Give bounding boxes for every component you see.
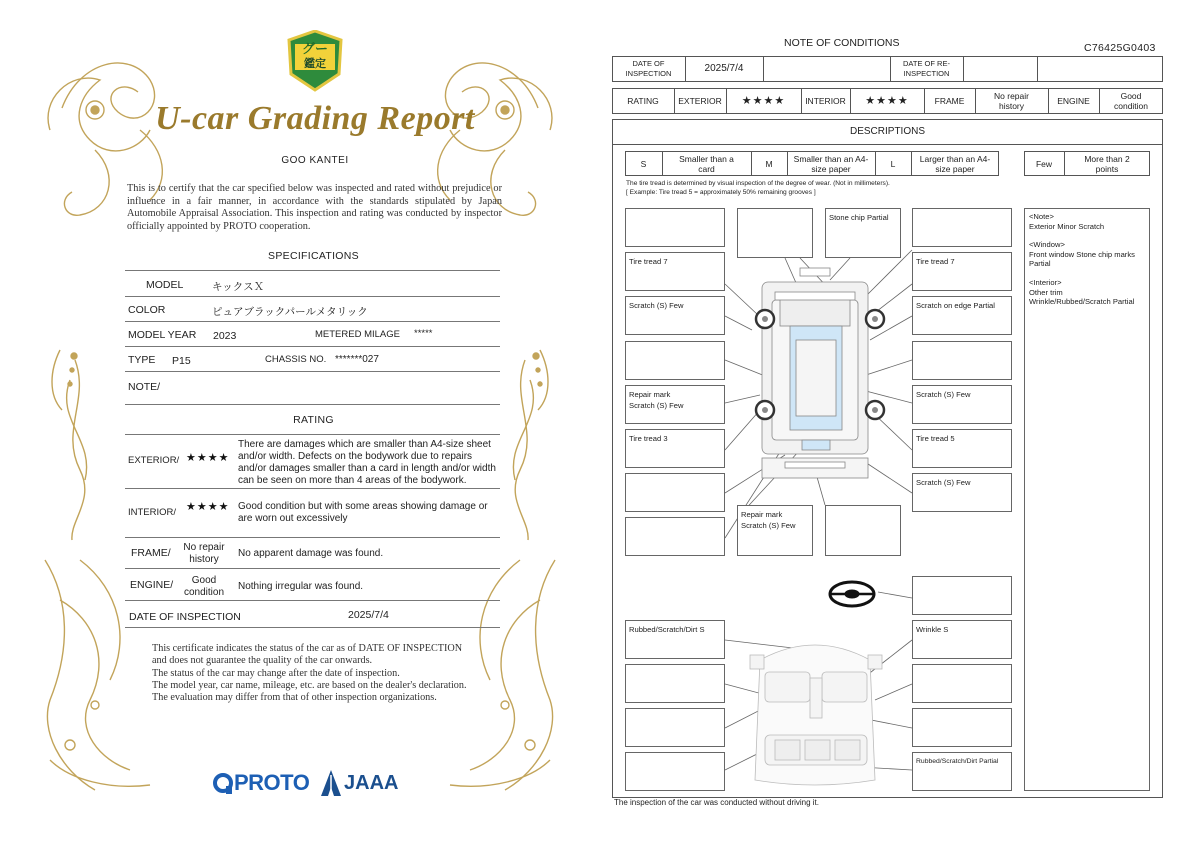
damage-box: Scratch (S) Few — [912, 473, 1012, 512]
legend-s-desc: Smaller than a card — [679, 153, 734, 174]
damage-box: Tire tread 7 — [625, 252, 725, 291]
divider — [125, 568, 500, 569]
interior-stars: ★★★★ — [865, 95, 909, 107]
damage-box — [625, 208, 725, 247]
window-value: Front window Stone chip marks Partial — [1029, 249, 1135, 269]
report-title: U-car Grading Report — [155, 100, 475, 137]
divider — [125, 600, 500, 601]
disclaimer-line: The evaluation may differ from that of other inspection organizations. — [152, 692, 437, 704]
damage-box: Wrinkle S — [912, 620, 1012, 659]
descriptions-title: DESCRIPTIONS — [849, 125, 925, 137]
noc-title: NOTE OF CONDITIONS — [784, 37, 900, 49]
document-id: C76425G0403 — [1084, 42, 1156, 54]
tire-note-2: [ Example: Tire tread 5 = approximately 50% remaining grooves ] — [626, 189, 816, 196]
frame-value: No repair history — [183, 542, 225, 565]
badge-text-top: グー — [301, 41, 328, 56]
date-of-inspection-label: DATE OF INSPECTION — [625, 59, 672, 78]
type-label: TYPE — [128, 354, 156, 366]
date-of-inspection-value: 2025/7/4 — [704, 63, 744, 74]
damage-box — [625, 473, 725, 512]
damage-box: Tire tread 3 — [625, 429, 725, 468]
goo-kantei-badge-icon — [287, 30, 343, 92]
model-label: MODEL — [146, 279, 184, 291]
damage-box: Rubbed/Scratch/Dirt Partial — [912, 752, 1012, 791]
damage-box — [737, 208, 813, 258]
footer-note: The inspection of the car was conducted without driving it. — [614, 798, 819, 807]
steering-wheel-icon — [830, 582, 874, 606]
model-year-label: MODEL YEAR — [128, 329, 197, 341]
damage-box: Rubbed/Scratch/Dirt S — [625, 620, 725, 659]
inspection-date-value: 2025/7/4 — [348, 609, 389, 621]
interior-stars: ★★★★ — [186, 501, 230, 513]
proto-logo: PROTO — [234, 770, 310, 795]
damage-box — [912, 664, 1012, 703]
damage-box — [912, 708, 1012, 747]
interior-label: INTERIOR/ — [128, 507, 177, 518]
note-value: Exterior Minor Scratch — [1029, 221, 1105, 231]
damage-box — [625, 708, 725, 747]
proto-logo-icon — [212, 772, 234, 796]
chassis-label: CHASSIS NO. — [265, 354, 327, 365]
divider — [125, 270, 500, 271]
exterior-label: EXTERIOR — [678, 96, 722, 106]
damage-box: Scratch (S) Few — [625, 296, 725, 335]
frame-label: FRAME/ — [131, 547, 171, 559]
damage-box — [825, 505, 901, 556]
report-subtitle: GOO KANTEI — [281, 155, 349, 166]
damage-box — [625, 752, 725, 791]
engine-label: ENGINE/ — [130, 579, 174, 591]
interior-value: Other trim Wrinkle/Rubbed/Scratch Partial — [1029, 287, 1135, 307]
damage-box: Repair mark Scratch (S) Few — [625, 385, 725, 424]
legend-l-desc: Larger than an A4-size paper — [919, 153, 991, 174]
engine-value: Good condition — [183, 575, 225, 598]
exterior-stars: ★★★★ — [186, 452, 230, 464]
damage-box — [912, 341, 1012, 380]
frame-description: No apparent damage was found. — [238, 548, 384, 559]
model-year-value: 2023 — [213, 330, 237, 342]
divider — [125, 627, 500, 628]
specifications-title: SPECIFICATIONS — [268, 250, 359, 262]
damage-box: Tire tread 7 — [912, 252, 1012, 291]
divider — [125, 346, 500, 347]
damage-box: Tire tread 5 — [912, 429, 1012, 468]
damage-box — [625, 517, 725, 556]
metered-mileage-label: METERED MILAGE — [315, 329, 400, 340]
color-value: ピュアブラックパールメタリック — [212, 306, 368, 318]
disclaimer-line: The model year, car name, mileage, etc. are based on the dealer's declaration. — [152, 679, 467, 691]
engine-value: Good condition — [1113, 91, 1149, 111]
rating-label: RATING — [627, 96, 659, 106]
inspection-date-label: DATE OF INSPECTION — [129, 611, 241, 623]
divider — [125, 371, 500, 372]
divider — [125, 296, 500, 297]
damage-box: Scratch (S) Few — [912, 385, 1012, 424]
legend-few-desc: More than 2 points — [1084, 153, 1130, 174]
damage-box: Stone chip Partial — [825, 208, 901, 258]
exterior-stars: ★★★★ — [741, 95, 786, 107]
damage-box — [912, 208, 1012, 247]
note-title: <Note> — [1029, 212, 1054, 221]
damage-box: Scratch on edge Partial — [912, 296, 1012, 335]
date-of-reinspection-label: DATE OF RE-INSPECTION — [903, 59, 950, 78]
divider — [125, 321, 500, 322]
divider — [125, 488, 500, 489]
engine-description: Nothing irregular was found. — [238, 581, 364, 592]
exterior-description: There are damages which are smaller than A4-size sheet and/or width. Defects on the bodywork due to repairs and/or damages smaller than a card in length and/or width can be seen on more than 4 areas of the bodywork. — [238, 439, 496, 486]
interior-description: Good condition but with some areas showing damage or are worn out excessively — [238, 501, 488, 524]
interior-label: INTERIOR — [805, 96, 846, 106]
notes-panel — [1024, 208, 1150, 791]
damage-box — [912, 576, 1012, 615]
color-label: COLOR — [128, 304, 166, 316]
engine-label: ENGINE — [1057, 96, 1090, 106]
note-label: NOTE/ — [128, 381, 161, 393]
legend-s: S — [640, 158, 647, 169]
legend-m-desc: Smaller than an A4-size paper — [793, 153, 869, 174]
frame-label: FRAME — [934, 96, 965, 106]
certification-text: This is to certify that the car specified below was inspected and rated without prejudice or influence in a fair manner, in accordance with the standards stipulated by Japan Automobile Appraisal Association. This inspection and rating was conducted by inspector officially appointed by PROTO cooperation. — [127, 183, 502, 232]
legend-l: L — [890, 158, 896, 169]
damage-box — [625, 341, 725, 380]
legend-few: Few — [1035, 158, 1053, 169]
window-title: <Window> — [1029, 240, 1065, 250]
frame-value: No repair history — [994, 91, 1029, 111]
divider — [125, 434, 500, 435]
exterior-label: EXTERIOR/ — [128, 455, 180, 466]
rating-title: RATING — [293, 414, 334, 426]
model-value: キックスＸ — [212, 281, 265, 293]
damage-box: Repair mark Scratch (S) Few — [737, 505, 813, 556]
jaaa-logo-icon — [320, 769, 342, 797]
chassis-value: *******027 — [335, 354, 379, 365]
note-of-conditions-page — [600, 0, 1200, 848]
badge-text-bottom: 鑑定 — [304, 58, 326, 70]
jaaa-logo: JAAA — [344, 772, 399, 794]
type-value: P15 — [172, 355, 191, 367]
interior-title: <Interior> — [1029, 277, 1062, 287]
metered-mileage-value: ***** — [414, 328, 433, 339]
disclaimer — [152, 643, 472, 704]
tire-note-1: The tire tread is determined by visual inspection of the degree of wear. (Not in millimeters). — [626, 180, 890, 187]
legend-m: M — [765, 158, 773, 169]
divider — [125, 537, 500, 538]
disclaimer-line: This certificate indicates the status of the car as of DATE OF INSPECTION and does not guarantee the quality of the car onwards. — [152, 643, 463, 667]
divider — [125, 404, 500, 405]
disclaimer-line: The status of the car may change after the date of inspection. — [152, 667, 400, 679]
damage-box — [625, 664, 725, 703]
